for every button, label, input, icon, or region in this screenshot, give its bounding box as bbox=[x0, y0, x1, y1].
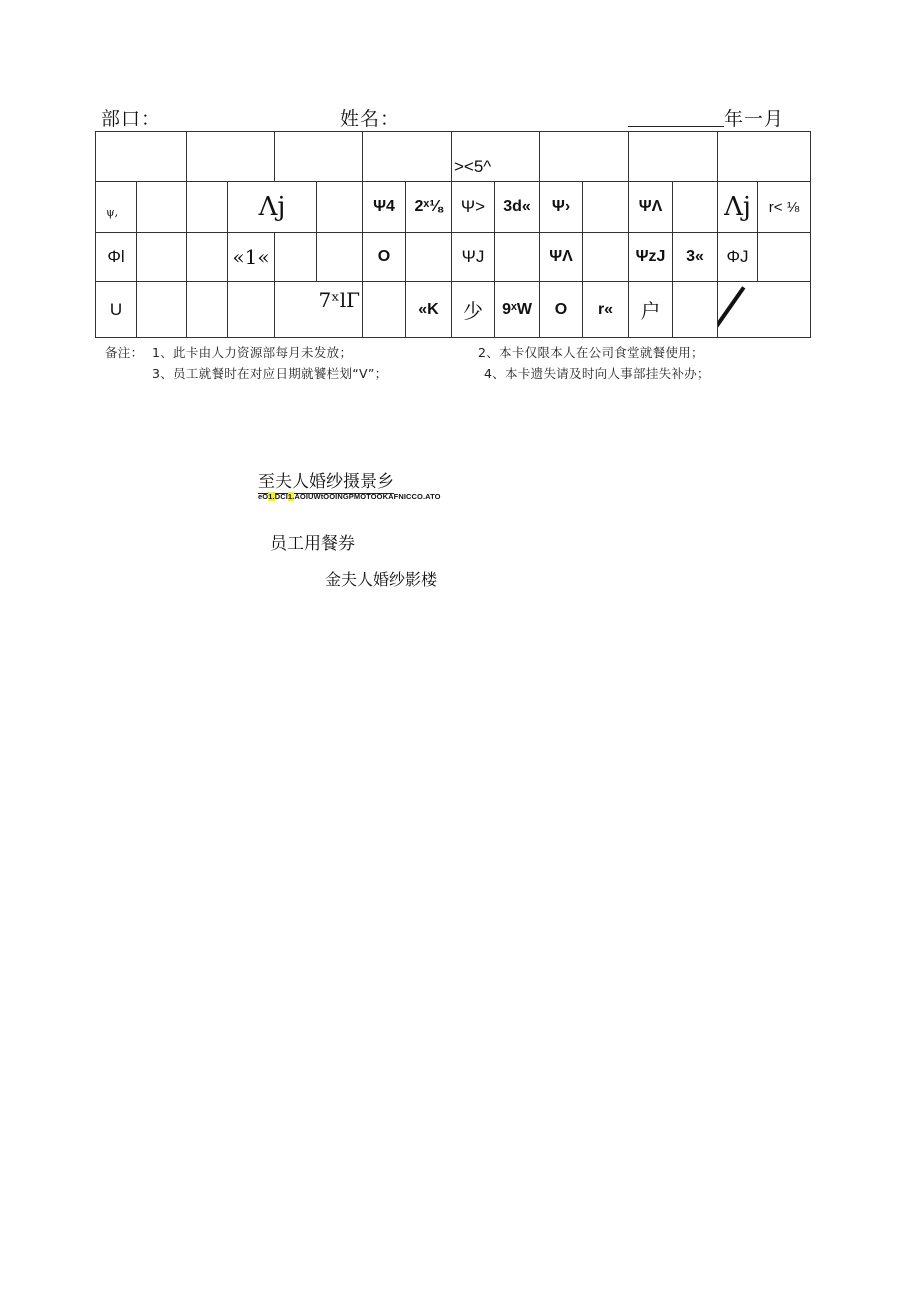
grid-cell[interactable] bbox=[673, 282, 718, 338]
grid-cell[interactable]: ><5^ bbox=[452, 132, 540, 182]
grid-cell[interactable]: «K bbox=[406, 282, 452, 338]
grid-cell[interactable]: 7ˣlΓ bbox=[275, 282, 363, 338]
year-month-field bbox=[628, 104, 784, 131]
grid-cell[interactable]: Ψ> bbox=[452, 182, 495, 233]
grid-cell[interactable] bbox=[317, 182, 363, 233]
grid-cell[interactable]: ψ, bbox=[96, 182, 137, 233]
grid-cell[interactable] bbox=[540, 132, 629, 182]
grid-cell[interactable] bbox=[275, 233, 317, 282]
grid-cell[interactable] bbox=[718, 132, 811, 182]
grid-cell[interactable]: 2ˣ⅛ bbox=[406, 182, 452, 233]
grid-row bbox=[96, 132, 811, 182]
grid-cell[interactable]: Λj bbox=[718, 182, 758, 233]
grid-cell[interactable] bbox=[406, 233, 452, 282]
grid-cell[interactable]: r« bbox=[583, 282, 629, 338]
grid-cell[interactable]: ΨJ bbox=[452, 233, 495, 282]
year-blank bbox=[628, 108, 724, 127]
grid-cell[interactable]: «1« bbox=[228, 233, 275, 282]
grid-cell[interactable]: Λj bbox=[228, 182, 317, 233]
grid-cell[interactable] bbox=[275, 132, 363, 182]
stamp-subtitle-part: eO bbox=[258, 492, 269, 501]
grid-cell[interactable] bbox=[187, 282, 228, 338]
stamp-subtitle-part: AOIUWtOOINGPMOTOOKAFNICCO.ATO bbox=[294, 492, 441, 501]
slash-mark bbox=[718, 286, 746, 328]
studio-stamp-subtitle bbox=[258, 492, 441, 501]
grid-cell[interactable]: Ψ› bbox=[540, 182, 583, 233]
grid-cell[interactable] bbox=[363, 132, 452, 182]
department-label: 部口： bbox=[101, 108, 162, 130]
grid-cell[interactable]: 3« bbox=[673, 233, 718, 282]
meal-record-grid bbox=[95, 131, 811, 338]
grid-cell[interactable] bbox=[187, 233, 228, 282]
studio-stamp-title: 至夫人婚纱摄景乡 bbox=[258, 467, 394, 494]
grid-cell[interactable] bbox=[137, 233, 187, 282]
grid-cell[interactable] bbox=[495, 233, 540, 282]
grid-cell[interactable]: U bbox=[96, 282, 137, 338]
grid-cell[interactable] bbox=[363, 282, 406, 338]
grid-row bbox=[96, 182, 811, 233]
grid-cell[interactable]: r< ⅛ bbox=[758, 182, 811, 233]
grid-cell[interactable]: ΨzJ bbox=[629, 233, 673, 282]
notes-label: 备注： bbox=[105, 345, 144, 360]
grid-cell[interactable] bbox=[96, 132, 187, 182]
grid-cell[interactable]: O bbox=[363, 233, 406, 282]
year-month-label: 年一月 bbox=[724, 108, 785, 130]
voucher-title: 员工用餐券 bbox=[270, 534, 355, 553]
grid-cell[interactable]: 户 bbox=[629, 282, 673, 338]
name-label: 姓名： bbox=[340, 108, 401, 130]
grid-cell[interactable]: 少 bbox=[452, 282, 495, 338]
grid-row bbox=[96, 233, 811, 282]
grid-cell[interactable]: O bbox=[540, 282, 583, 338]
grid-cell[interactable] bbox=[187, 132, 275, 182]
grid-cell[interactable]: Φl bbox=[96, 233, 137, 282]
grid-cell[interactable]: 3d« bbox=[495, 182, 540, 233]
grid-cell[interactable]: ΨΛ bbox=[629, 182, 673, 233]
grid-cell[interactable]: Ψ4 bbox=[363, 182, 406, 233]
grid-cell[interactable] bbox=[583, 233, 629, 282]
grid-row bbox=[96, 282, 811, 338]
note-item: 1、此卡由人力资源部每月未发放； bbox=[152, 345, 353, 360]
grid-cell[interactable] bbox=[187, 182, 228, 233]
studio-name: 金夫人婚纱影楼 bbox=[325, 572, 438, 589]
grid-cell[interactable] bbox=[673, 182, 718, 233]
grid-cell[interactable] bbox=[317, 233, 363, 282]
grid-cell[interactable] bbox=[583, 182, 629, 233]
grid-cell[interactable]: ΦJ bbox=[718, 233, 758, 282]
grid-cell[interactable] bbox=[228, 282, 275, 338]
grid-cell-slash[interactable] bbox=[718, 282, 811, 338]
stamp-subtitle-highlight: 1. bbox=[268, 492, 275, 501]
stamp-subtitle-highlight: 1. bbox=[287, 492, 295, 501]
grid-cell[interactable] bbox=[758, 233, 811, 282]
note-item: 3、员工就餐时在对应日期就饕栏划“V”； bbox=[152, 366, 388, 381]
grid-cell[interactable] bbox=[629, 132, 718, 182]
grid-cell[interactable]: ΨΛ bbox=[540, 233, 583, 282]
grid-cell[interactable] bbox=[137, 182, 187, 233]
grid-cell[interactable]: 9ˣW bbox=[495, 282, 540, 338]
note-item: 2、本卡仅限本人在公司食堂就餐使用； bbox=[478, 345, 704, 360]
grid-cell[interactable] bbox=[137, 282, 187, 338]
note-item: 4、本卡遗失请及时向人事部挂失补办； bbox=[484, 366, 710, 381]
stamp-subtitle-part: DCI bbox=[274, 492, 288, 501]
